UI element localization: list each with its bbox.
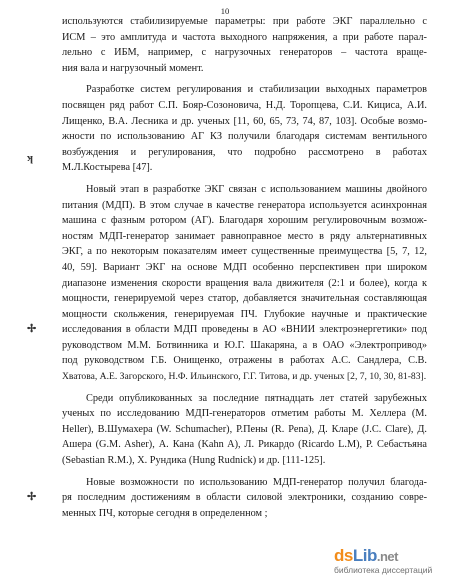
- watermark: [334, 546, 446, 576]
- text-line: Heller), В.Шумахера (W. Schumacher), Р.Пены (R. Pena), Д. Кларе (J.C. Clare), Д.: [62, 423, 427, 435]
- watermark-logo-lib: Lib: [352, 546, 377, 565]
- watermark-logo-net: .net: [376, 549, 398, 564]
- text-line: М.Л.Костырева [47].: [62, 162, 153, 174]
- text-line: ЭКГ, а по некоторым показателям имеет существенные преимущества [5, 7, 12,: [62, 246, 427, 258]
- watermark-subtitle: библиотека диссертаций: [334, 565, 433, 575]
- text-line: жности по использованию АГ КЗ получили благодаря системам вентильного: [62, 131, 427, 143]
- text-line: Новые возможности по использованию МДП-генератор получил благода-: [86, 476, 427, 488]
- text-line: мощности, генерируемой через статор, добавляется значительная составляющая: [62, 293, 427, 305]
- text-line: ря последним достижениям в области силовой электроники, созданию совре-: [62, 492, 427, 504]
- text-line: возбуждения и регулирования, что подробно рассмотрено в работах: [62, 146, 427, 158]
- text-line: Хватова, А.Е. Загорского, Н.Ф. Ильинского, Г.Г. Титова, и др. ученых [2, 7, 10, 30, 81-83].: [62, 371, 427, 383]
- text-line: машина с фазным ротором (АГ). Благодаря хорошим регулировочным возмож-: [62, 215, 427, 227]
- text-line: руководством М.М. Ботвинника и Ю.Г. Шакаряна, а в ОАО «Электропривод»: [62, 339, 427, 351]
- text-line: Разработке систем регулирования и стабилизации выходных параметров: [86, 84, 427, 96]
- text-line: ученых по исследованию МДП-генераторов отметим работы М. Хеллера (M.: [62, 408, 427, 420]
- paragraph: [62, 14, 427, 76]
- margin-mark: ✢: [27, 491, 37, 503]
- text-line: Лищенко, В.А. Лесника и др. ученых [11, 60, 65, 73, 74, 87, 103]. Особые возмо-: [62, 115, 427, 127]
- text-line: менных ПЧ, которые сегодня в определенном ;: [62, 507, 268, 519]
- watermark-logo-ds: ds: [334, 546, 353, 565]
- text-line: под руководством Г.Б. Онищенко, отражены в работах А.С. Сандлера, С.В.: [62, 355, 427, 367]
- page-number: 10: [220, 6, 230, 16]
- text-line: диапазоне изменения скорости вращения вала движителя (2:1 и более), когда к: [62, 277, 427, 289]
- paragraph: [62, 82, 427, 176]
- text-line: используются стабилизируемые параметры: при работе ЭКГ параллельно с: [62, 16, 427, 27]
- text-line: Новый этап в разработке ЭКГ связан с использованием машины двойного: [86, 183, 427, 195]
- paragraph: [62, 182, 427, 385]
- paragraph: [62, 391, 427, 469]
- text-block: [62, 14, 427, 521]
- margin-mark: ʞ: [27, 152, 34, 164]
- text-line: Среди опубликованных за последние пятнадцать лет статей зарубежных: [86, 392, 427, 404]
- text-line: 40, 59]. Вариант ЭКГ на основе МДП особенно перспективен при широком: [62, 261, 427, 273]
- text-line: ния вала и нагрузочный момент.: [62, 62, 204, 74]
- text-line: посвящен ряд работ С.П. Бояр-Созоновича, Н.Д. Торопцева, С.И. Кициса, А.И.: [62, 99, 427, 111]
- margin-mark: ✢: [27, 323, 37, 335]
- text-line: Ашера (G.M. Asher), А. Кана (Kahn A), Л. Рикардо (Ricardo L.M), Р. Себастьяна: [62, 439, 427, 451]
- text-line: исследования в области МДП проведены в АО «ВНИИ электроэнергетики» под: [62, 324, 427, 336]
- text-line: ностям МДП-генератор занимает равноправное место в ряду альтернативных: [62, 230, 427, 242]
- text-line: лельно с ИБМ, например, с нагрузочных генераторов – частота враще-: [62, 47, 427, 59]
- text-line: (Sebastian R.M.), Х. Рундика (Hung Rudnick) и др. [111-125].: [62, 455, 326, 467]
- paragraph: [62, 475, 427, 522]
- text-line: мощности скольжения, генерируемая ПЧ. Глубокие научные и практические: [62, 308, 427, 320]
- text-line: питания (МДП). В этом случае в качестве генератора используется асинхронная: [62, 199, 427, 211]
- text-line: ИСМ – это амплитуда и частота выходного напряжения, а при работе парал-: [62, 31, 427, 43]
- watermark-logo: [334, 546, 398, 566]
